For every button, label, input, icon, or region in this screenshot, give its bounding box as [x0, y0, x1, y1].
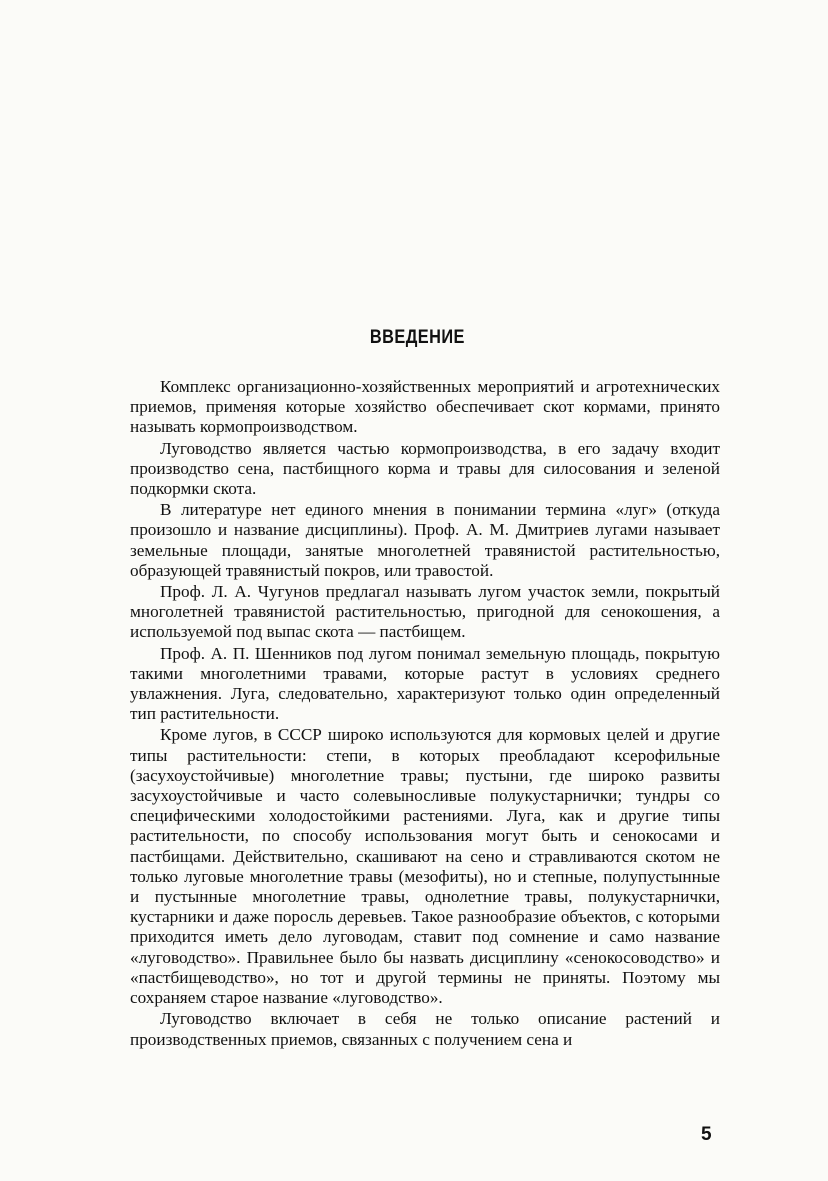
- paragraph-6: Кроме лугов, в СССР широко используются для кормовых целей и другие типы растительности: степи, в которых преобладают ксерофильные (засухоустойчивые) многолетние травы; пустыни, где широко развиты засухоустойчивые и часто солевыносливые полукустарнички; тундры со специфическими холодостойкими растениями. Луга, как и другие типы растительности, по способу использования могут быть и сенокосами и пастбищами. Действительно, скашивают на сено и стравливаются скотом не только луговые многолетние травы (мезофиты), но и степные, полупустынные и пустынные многолетние травы, однолетние травы, полукустарнички, кустарники и даже поросль деревьев. Такое разнообразие объектов, с которыми приходится иметь дело луговодам, ставит под сомнение и само название «луговодство». Правильнее было бы назвать дисциплину «сенокосоводство» и «пастбищеводство», но тот и другой термины не приняты. Поэтому мы сохраняем старое название «луговодство».: [130, 725, 720, 1008]
- paragraph-5: Проф. А. П. Шенников под лугом понимал земельную площадь, покрытую такими многолетними травами, которые растут в условиях среднего увлажнения. Луга, следовательно, характеризуют только один определенный тип растительности.: [130, 643, 720, 724]
- chapter-heading: ВВЕДЕНИЕ: [369, 327, 465, 348]
- page-number: 5: [701, 1124, 712, 1145]
- paragraph-1: Комплекс организационно-хозяйственных мероприятий и агротехнических приемов, применяя которые хозяйство обеспечивает скот кормами, принято называть кормопроизводством.: [130, 377, 720, 437]
- paragraph-3: В литературе нет единого мнения в понимании термина «луг» (откуда произошло и название дисциплины). Проф. А. М. Дмитриев лугами называет земельные площади, занятые многолетней травянистой растительностью, образующей травянистый покров, или травостой.: [130, 500, 720, 580]
- body-text: [130, 377, 720, 1051]
- paragraph-4: Проф. Л. А. Чугунов предлагал называть лугом участок земли, покрытый многолетней травянистой растительностью, пригодной для сенокошения, а используемой под выпас скота — пастбищем.: [130, 582, 720, 642]
- paragraph-2: Луговодство является частью кормопроизводства, в его задачу входит производство сена, пастбищного корма и травы для силосования и зеленой подкормки скота.: [130, 438, 720, 499]
- paragraph-7: Луговодство включает в себя не только описание растений и производственных приемов, связанных с получением сена и: [130, 1009, 720, 1049]
